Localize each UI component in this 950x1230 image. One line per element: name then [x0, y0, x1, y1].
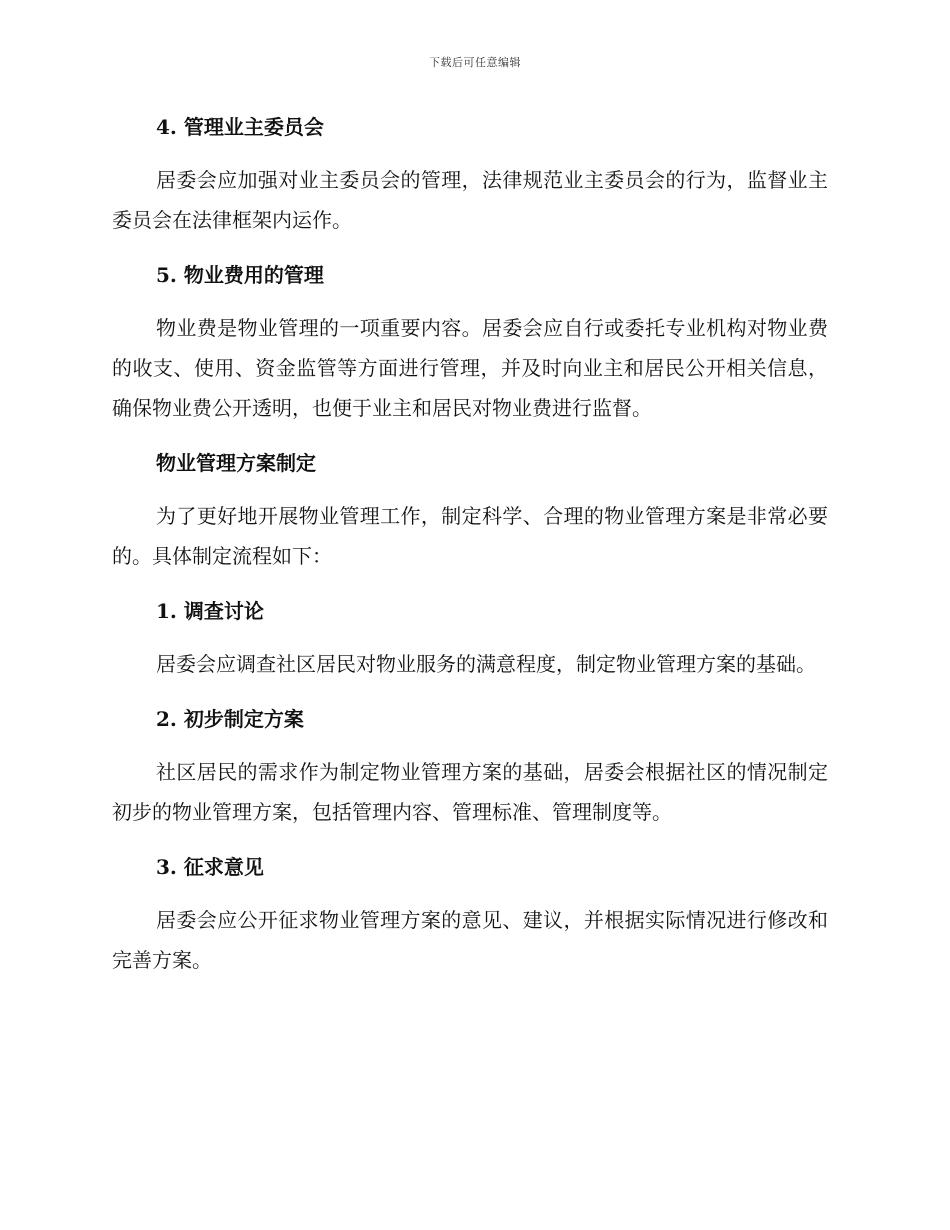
- section-paragraph-plan: 为了更好地开展物业管理工作，制定科学、合理的物业管理方案是非常必要的。具体制定流程如下：: [112, 504, 828, 568]
- step-paragraph-3: 居委会应公开征求物业管理方案的意见、建议，并根据实际情况进行修改和完善方案。: [112, 908, 828, 972]
- step-heading-2: 2. 初步制定方案: [156, 707, 304, 731]
- document-body: [112, 108, 828, 980]
- section-paragraph-5: 物业费是物业管理的一项重要内容。居委会应自行或委托专业机构对物业费的收支、使用、资金监管等方面进行管理，并及时向业主和居民公开相关信息，确保物业费公开透明，也便于业主和居民对物业费进行监督。: [112, 316, 828, 420]
- step-heading-1: 1. 调查讨论: [156, 599, 264, 623]
- section-paragraph-4: 居委会应加强对业主委员会的管理，法律规范业主委员会的行为，监督业主委员会在法律框架内运作。: [112, 168, 828, 232]
- step-heading-3: 3. 征求意见: [156, 855, 264, 879]
- page-header-note: 下载后可任意编辑: [429, 56, 521, 69]
- step-paragraph-1: 居委会应调查社区居民对物业服务的满意程度，制定物业管理方案的基础。: [156, 652, 816, 676]
- section-heading-4: 4. 管理业主委员会: [156, 115, 324, 139]
- section-heading-5: 5. 物业费用的管理: [156, 263, 324, 287]
- step-paragraph-2: 社区居民的需求作为制定物业管理方案的基础，居委会根据社区的情况制定初步的物业管理方案，包括管理内容、管理标准、管理制度等。: [112, 760, 828, 824]
- section-heading-plan: 物业管理方案制定: [156, 451, 316, 475]
